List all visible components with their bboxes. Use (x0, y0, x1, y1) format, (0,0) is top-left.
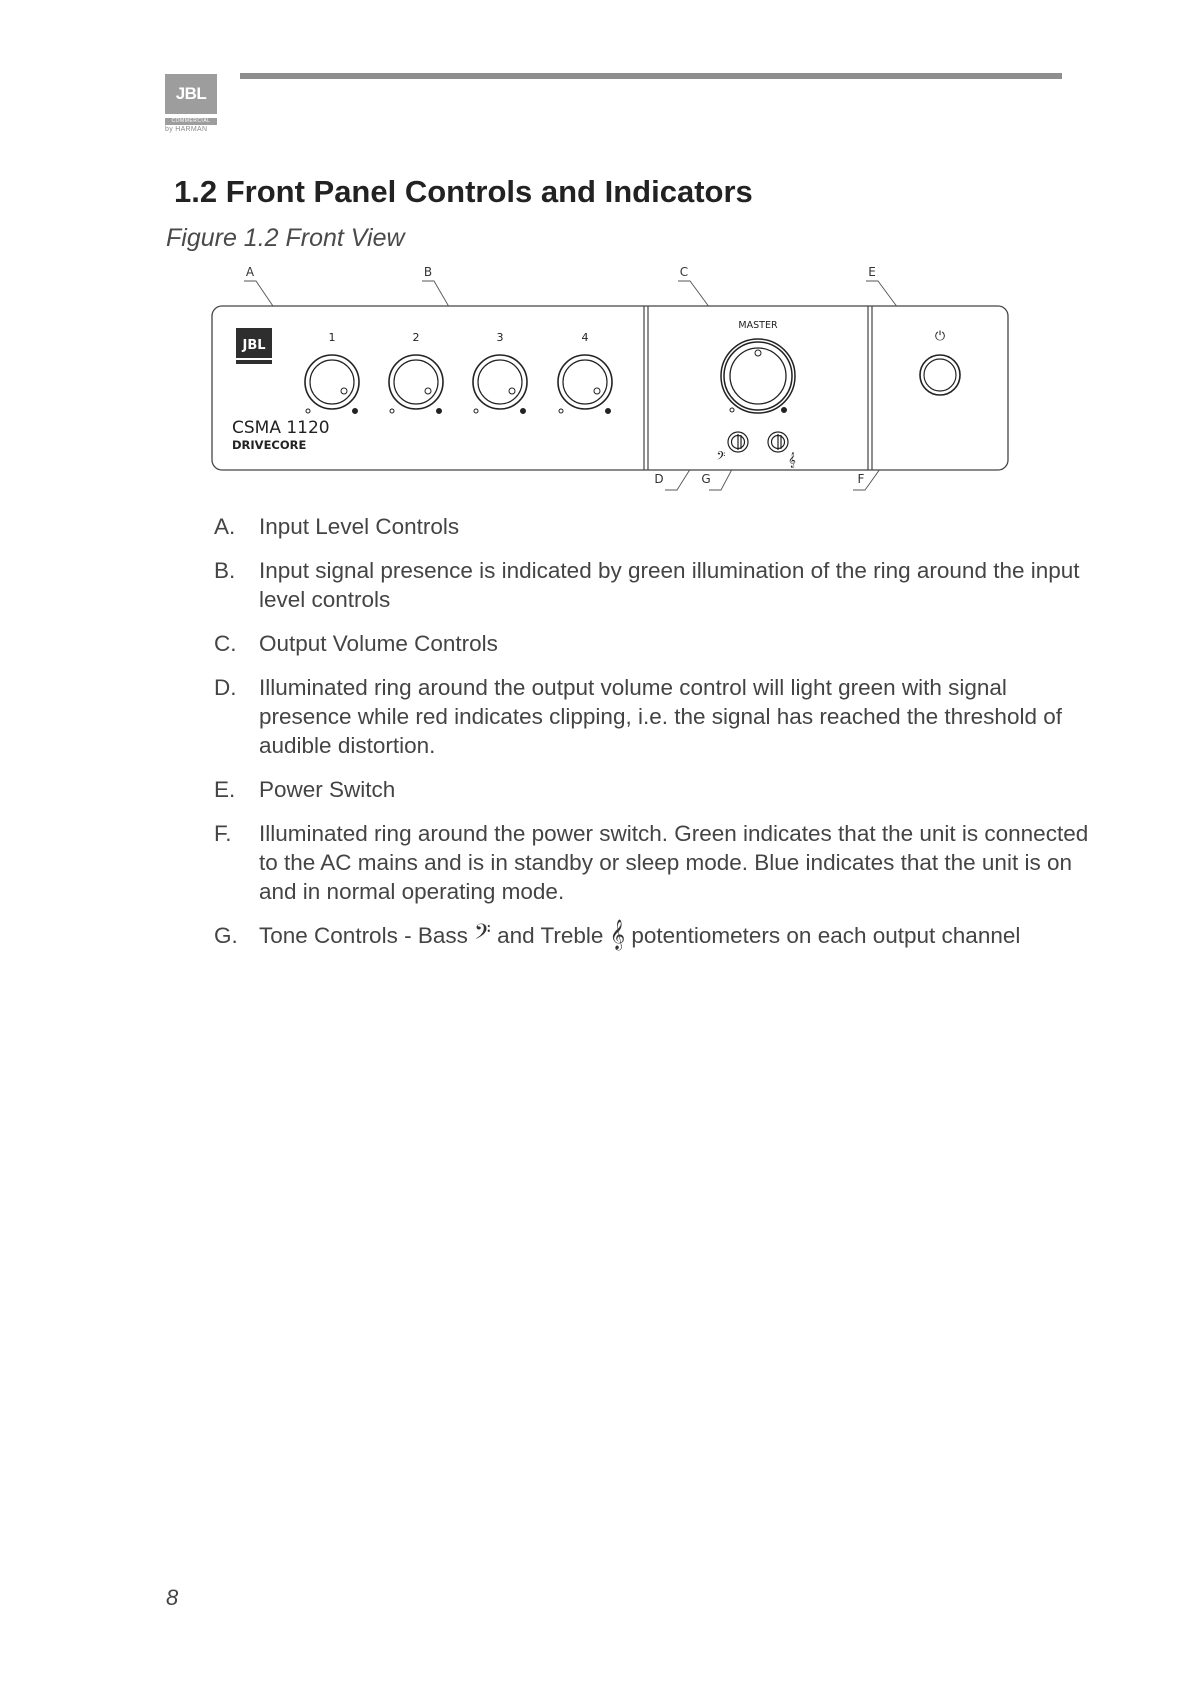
channel-1-label: 1 (328, 331, 336, 344)
legend-text: Input Level Controls (259, 514, 460, 539)
power-symbol-icon: ⏻ (934, 329, 946, 344)
legend-letter: C. (214, 631, 237, 656)
treble-clef-icon: 𝄞 (609, 920, 626, 950)
model-name: CSMA 1120 (232, 418, 330, 438)
legend-letter: A. (214, 514, 236, 539)
callout-d: D (654, 472, 664, 486)
logo-commercial-label: COMMERCIAL (165, 118, 217, 125)
bass-clef-icon: 𝄢 (474, 920, 491, 950)
model-sub: DRIVECORE (232, 438, 307, 452)
logo-harman-label: by HARMAN (165, 126, 208, 133)
header-rule (240, 73, 1062, 79)
section-title: 1.2 Front Panel Controls and Indicators (174, 174, 753, 209)
bass-clef-icon: 𝄢 (716, 450, 726, 466)
page-number: 8 (166, 1585, 179, 1610)
legend-text: Power Switch (259, 777, 396, 802)
legend-text: Illuminated ring around the output volume control will light green with signal presence while red indicates clipping, i.e. the signal has reached the threshold of audible distortion. (259, 675, 1062, 758)
jbl-logo: JBL (165, 74, 217, 114)
bass-tone-pot (728, 432, 748, 452)
legend-item-a (214, 512, 1094, 541)
legend-item-d (214, 673, 1094, 760)
callout-a: A (245, 265, 255, 279)
legend-item-f (214, 819, 1094, 906)
channel-3-label: 3 (496, 331, 504, 344)
callout-f: F (857, 472, 865, 486)
callout-c: C (679, 265, 689, 279)
legend-item-g (214, 921, 1094, 950)
legend-letter: G. (214, 923, 238, 948)
legend-item-b (214, 556, 1094, 614)
legend-item-e (214, 775, 1094, 804)
figure-caption: Figure 1.2 Front View (166, 224, 405, 252)
channel-2-label: 2 (412, 331, 420, 344)
panel-logo-text: JBL (242, 338, 266, 353)
legend-letter: B. (214, 558, 236, 583)
treble-clef-icon: 𝄞 (788, 453, 796, 468)
legend-text: Input signal presence is indicated by green illumination of the ring around the input level controls (259, 558, 1080, 612)
channel-4-label: 4 (581, 331, 589, 344)
callout-e: E (868, 265, 876, 279)
legend-text-part: and Treble (497, 923, 604, 948)
legend-item-c (214, 629, 1094, 658)
legend-letter: D. (214, 675, 237, 700)
front-panel-figure (200, 258, 1020, 498)
legend-text: Output Volume Controls (259, 631, 498, 656)
legend-text-part: Tone Controls - Bass (259, 923, 468, 948)
treble-tone-pot (768, 432, 788, 452)
legend-letter: F. (214, 821, 232, 846)
legend-text: Illuminated ring around the power switch. Green indicates that the unit is connected to the AC mains and is in standby or sleep mode. Blue indicates that the unit is on and in normal operating mode. (259, 821, 1089, 904)
callout-b: B (423, 265, 433, 279)
master-label: MASTER (738, 320, 778, 331)
callout-g: G (701, 472, 711, 486)
legend-letter: E. (214, 777, 236, 802)
controls-legend (214, 512, 1094, 965)
legend-text (259, 921, 1094, 950)
legend-text-part: potentiometers on each output channel (631, 923, 1021, 948)
